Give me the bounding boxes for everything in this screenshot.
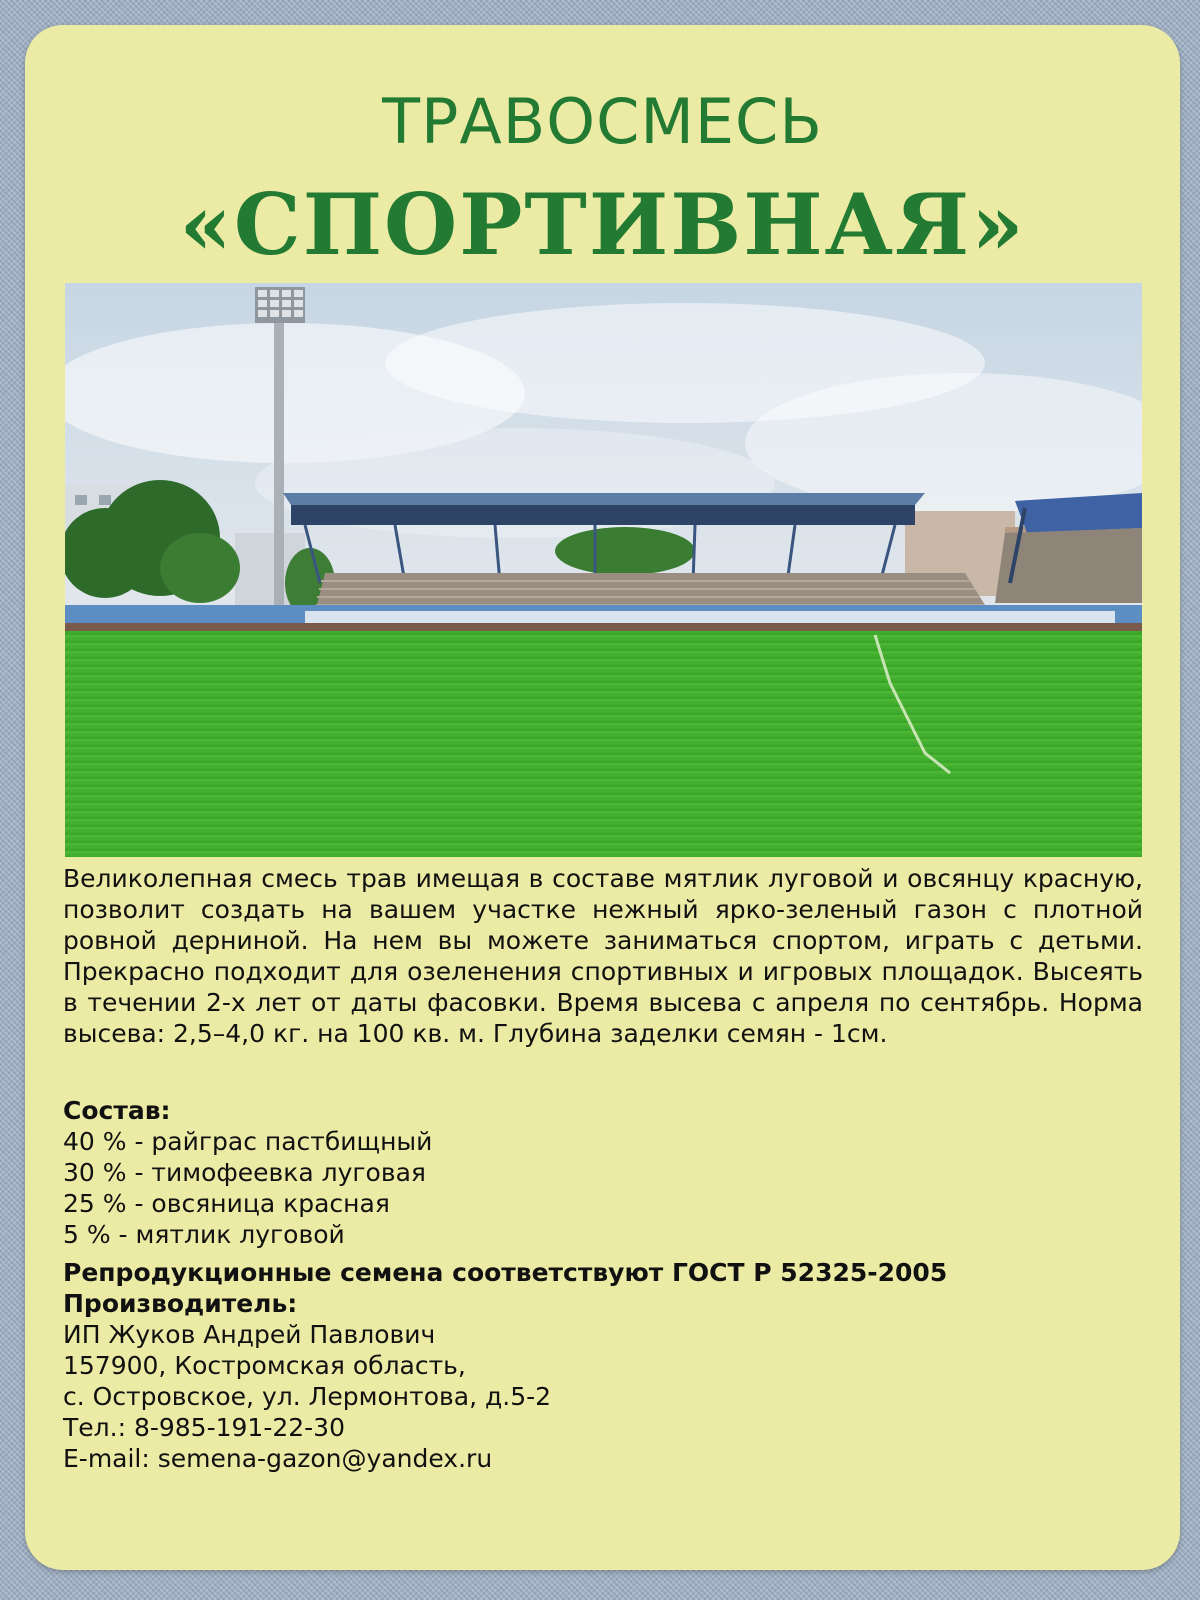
composition-item: 40 % - райграс пастбищный bbox=[63, 1127, 433, 1156]
producer-phone: Тел.: 8-985-191-22-30 bbox=[63, 1413, 345, 1442]
composition-item: 30 % - тимофеевка луговая bbox=[63, 1158, 426, 1187]
gost-statement: Репродукционные семена соответствуют ГОСТ Р 52325-2005 bbox=[63, 1258, 948, 1287]
composition-item: 25 % - овсяница красная bbox=[63, 1189, 390, 1218]
producer-email: E-mail: semena-gazon@yandex.ru bbox=[63, 1444, 493, 1473]
product-type-title: ТРАВОСМЕСЬ bbox=[382, 85, 823, 158]
composition-section bbox=[63, 1095, 1143, 1250]
composition-item: 5 % - мятлик луговой bbox=[63, 1220, 345, 1249]
product-description: Великолепная смесь трав имещая в составе мятлик луговой и овсянцу красную, позволит создать на вашем участке нежный ярко-зеленый газон с плотной ровной дерниной. На нем вы можете заниматься спортом, играть с детьми. Прекрасно подходит для озеленения спортивных и игровых площадок. Высеять в течении 2-х лет от даты фасовки. Время высева с апреля по сентябрь. Норма высева: 2,5–4,0 кг. на 100 кв. м. Глубина заделки семян - 1см. bbox=[63, 864, 1143, 1048]
producer-name: ИП Жуков Андрей Павлович bbox=[63, 1320, 436, 1349]
producer-address-line: 157900, Костромская область, bbox=[63, 1351, 466, 1380]
producer-section bbox=[63, 1257, 1143, 1474]
stadium-photo bbox=[65, 283, 1142, 857]
producer-heading: Производитель: bbox=[63, 1289, 298, 1318]
composition-heading: Состав: bbox=[63, 1096, 171, 1125]
product-name-title: «СПОРТИВНАЯ» bbox=[179, 175, 1026, 274]
producer-address-line: с. Островское, ул. Лермонтова, д.5-2 bbox=[63, 1382, 552, 1411]
seed-packet-label bbox=[25, 25, 1180, 1570]
